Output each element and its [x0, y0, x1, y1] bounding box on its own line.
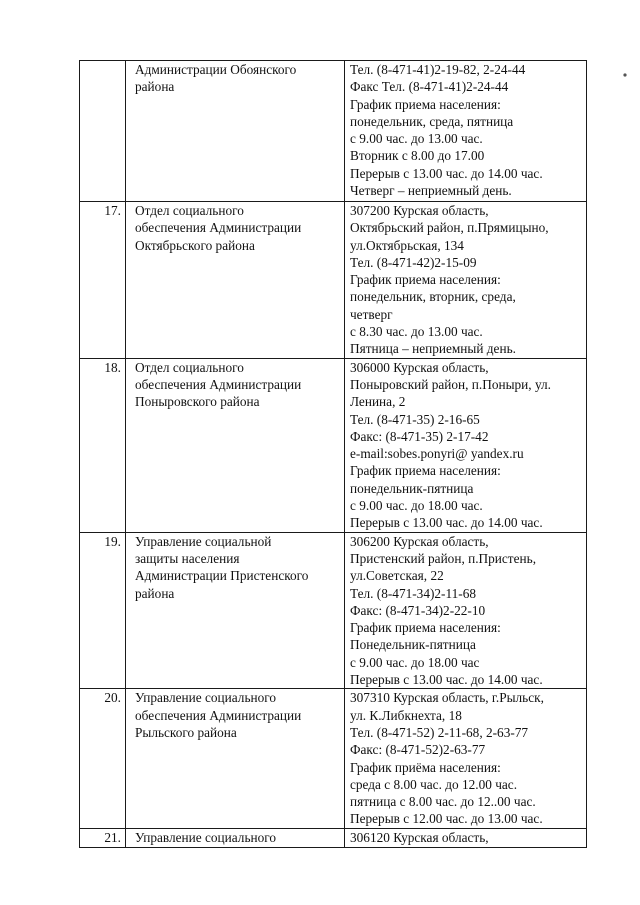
name-line: Поныровского района	[135, 394, 260, 410]
row-number	[80, 61, 126, 202]
info-line: Перерыв с 13.00 час. до 14.00 час.	[350, 672, 543, 688]
info-line: среда с 8.00 час. до 12.00 час.	[350, 776, 518, 792]
name-line: Рыльского района	[135, 724, 237, 740]
info-line: Факс: (8-471-35) 2-17-42	[350, 428, 489, 444]
contact-info	[345, 689, 587, 828]
info-line: Факс: (8-471-34)2-22-10	[350, 602, 486, 618]
table-row	[80, 828, 587, 847]
name-line: Управление социальной	[135, 533, 272, 549]
info-line: Тел. (8-471-35) 2-16-65	[350, 411, 480, 427]
name-line: района	[135, 585, 175, 601]
organization-name	[126, 358, 345, 532]
name-line: района	[135, 79, 175, 95]
info-line: понедельник, вторник, среда,	[350, 289, 516, 305]
info-line: График приема населения:	[350, 272, 501, 288]
info-line: 306120 Курская область,	[350, 829, 489, 845]
info-line: Четверг – неприемный день.	[350, 183, 512, 199]
info-line: Понедельник-пятница	[350, 637, 476, 653]
info-line: Перерыв с 13.00 час. до 14.00 час.	[350, 165, 543, 181]
info-line: 307310 Курская область, г.Рыльск,	[350, 690, 544, 706]
info-line: График приема населения:	[350, 96, 501, 112]
organization-name	[126, 689, 345, 828]
contact-info	[345, 202, 587, 359]
info-line: Факс Тел. (8-471-41)2-24-44	[350, 79, 509, 95]
info-line: пятница с 8.00 час. до 12..00 час.	[350, 794, 536, 810]
info-line: График приема населения:	[350, 620, 501, 636]
name-line: Управление социального	[135, 829, 277, 845]
contact-info	[345, 61, 587, 202]
info-line: с 9.00 час. до 18.00 час.	[350, 498, 483, 514]
info-line: Поныровский район, п.Поныри, ул.	[350, 376, 551, 392]
info-line: Октябрьский район, п.Прямицыно,	[350, 220, 549, 236]
name-line: Отдел социального	[135, 359, 244, 375]
row-number: 18.	[80, 358, 126, 532]
organization-name	[126, 828, 345, 847]
info-line: понедельник-пятница	[350, 480, 474, 496]
info-line: Тел. (8-471-42)2-15-09	[350, 254, 477, 270]
info-line: Тел. (8-471-41)2-19-82, 2-24-44	[350, 62, 526, 77]
name-line: обеспечения Администрации	[135, 376, 302, 392]
info-line: Тел. (8-471-34)2-11-68	[350, 585, 477, 601]
info-line: понедельник, среда, пятница	[350, 113, 514, 129]
organization-name	[126, 202, 345, 359]
name-line: Отдел социального	[135, 203, 244, 218]
info-line: ул.Октябрьская, 134	[350, 237, 464, 253]
info-line: Факс: (8-471-52)2-63-77	[350, 742, 486, 758]
info-line: с 9.00 час. до 18.00 час	[350, 654, 480, 670]
info-line: Перерыв с 12.00 час. до 13.00 час.	[350, 811, 543, 827]
info-line: ул. К.Либкнехта, 18	[350, 707, 462, 723]
info-line: Пристенский район, п.Пристень,	[350, 550, 537, 566]
contact-info	[345, 358, 587, 532]
info-line: четверг	[350, 306, 393, 322]
contact-info	[345, 828, 587, 847]
info-line: ул.Советская, 22	[350, 568, 444, 584]
name-line: обеспечения Администрации	[135, 707, 302, 723]
row-number: 19.	[80, 532, 126, 689]
info-line: с 8.30 час. до 13.00 час.	[350, 324, 483, 340]
info-line: Ленина, 2	[350, 394, 406, 410]
table-row	[80, 532, 587, 689]
info-line: 306200 Курская область,	[350, 533, 489, 549]
table-row	[80, 61, 587, 202]
email-line[interactable]: e-mail:sobes.ponyri@ yandex.ru	[350, 446, 524, 462]
name-line: обеспечения Администрации	[135, 220, 302, 236]
social-services-table	[79, 60, 587, 848]
info-line: 307200 Курская область,	[350, 203, 489, 218]
name-line: защиты населения	[135, 550, 240, 566]
row-number: 21.	[80, 828, 126, 847]
name-line: Октябрьского района	[135, 237, 255, 253]
table-row	[80, 689, 587, 828]
info-line: 306000 Курская область,	[350, 359, 489, 375]
organization-name	[126, 532, 345, 689]
info-line: Перерыв с 13.00 час. до 14.00 час.	[350, 515, 543, 531]
info-line: Вторник с 8.00 до 17.00	[350, 148, 485, 164]
name-line: Администрации Обоянского	[135, 62, 297, 77]
info-line: График приёма населения:	[350, 759, 501, 775]
contact-info	[345, 532, 587, 689]
name-line: Администрации Пристенского	[135, 568, 309, 584]
info-line: График приема населения:	[350, 463, 501, 479]
scan-speck-mark	[622, 72, 628, 78]
organization-name	[126, 61, 345, 202]
info-line: с 9.00 час. до 13.00 час.	[350, 131, 483, 147]
row-number: 17.	[80, 202, 126, 359]
info-line: Пятница – неприемный день.	[350, 341, 516, 357]
table-row	[80, 202, 587, 359]
row-number: 20.	[80, 689, 126, 828]
info-line: Тел. (8-471-52) 2-11-68, 2-63-77	[350, 724, 529, 740]
name-line: Управление социального	[135, 690, 277, 706]
table-row	[80, 358, 587, 532]
